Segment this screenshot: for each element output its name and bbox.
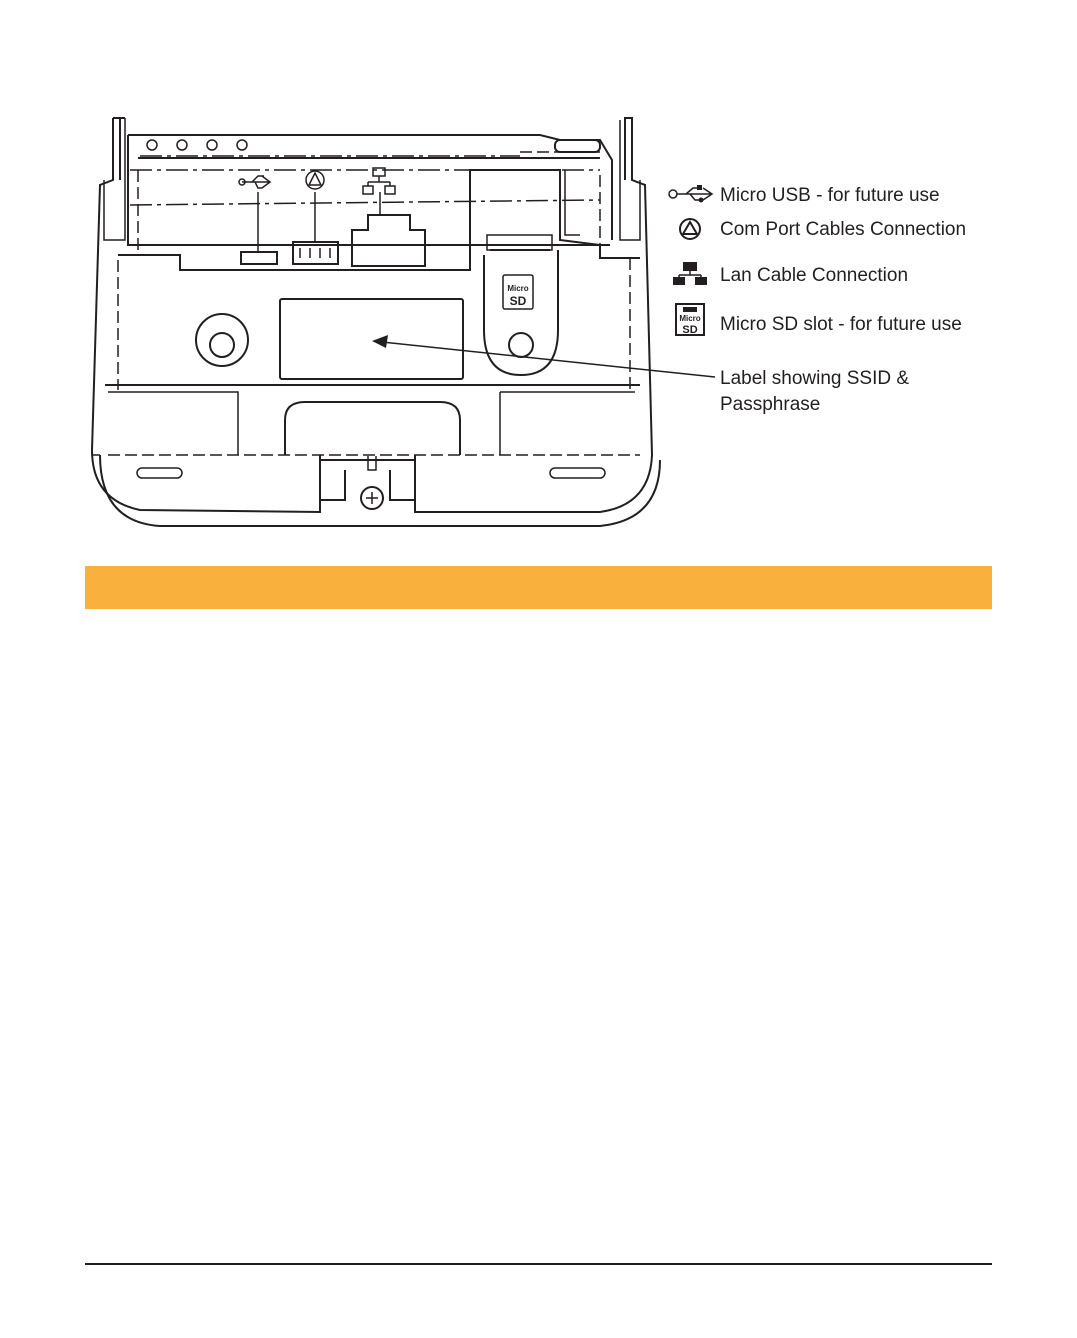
com-port-icon bbox=[680, 219, 700, 239]
legend-lan: Lan Cable Connection bbox=[720, 265, 909, 286]
micro-sd-icon bbox=[676, 304, 704, 336]
legend-com-port: Com Port Cables Connection bbox=[720, 219, 967, 240]
svg-text:Micro: Micro bbox=[507, 284, 529, 293]
legend-micro-usb: Micro USB - for future use bbox=[720, 185, 940, 206]
label-arrow bbox=[372, 335, 715, 377]
sd-icon-sd: SD bbox=[682, 324, 698, 336]
usb-icon bbox=[669, 185, 712, 203]
legend-micro-sd: Micro SD slot - for future use bbox=[720, 314, 962, 335]
sd-icon-micro: Micro bbox=[679, 314, 701, 323]
enclosure-diagram bbox=[0, 0, 1077, 560]
footer-rule bbox=[85, 1263, 992, 1265]
lan-icon bbox=[673, 262, 707, 285]
legend-label-line2: Passphrase bbox=[720, 394, 821, 415]
housing-outline bbox=[92, 118, 660, 526]
svg-text:SD: SD bbox=[509, 294, 527, 308]
legend-label-line1: Label showing SSID & bbox=[720, 368, 910, 389]
section-header-bar bbox=[85, 566, 992, 609]
